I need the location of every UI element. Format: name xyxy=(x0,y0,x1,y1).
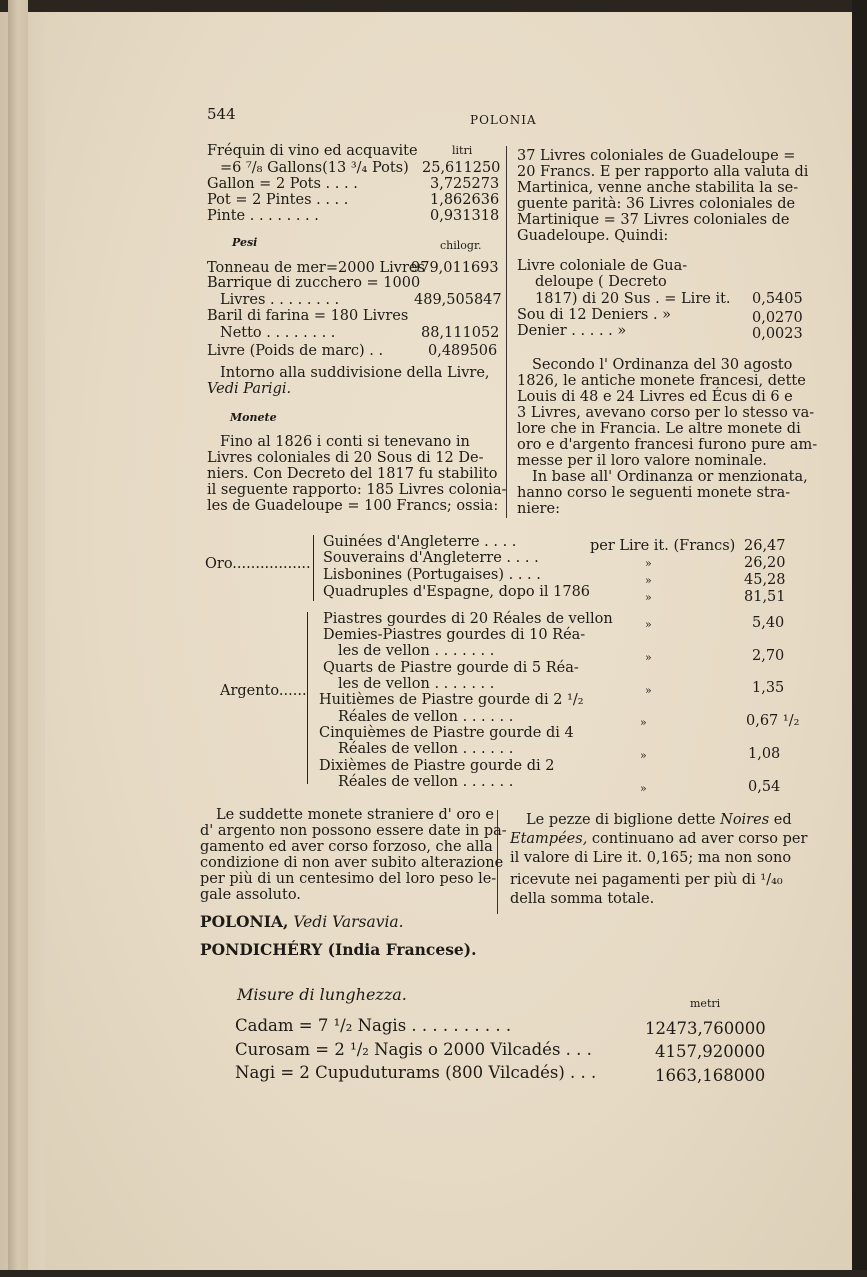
coin-name: les de vellon . . . . . . . xyxy=(338,676,495,692)
entry-polonia xyxy=(200,912,404,932)
right-line: 37 Livres coloniales de Guadeloupe = xyxy=(517,148,796,164)
coin-name: Réales de vellon . . . . . . xyxy=(338,741,514,757)
left-line: per più di un centesimo del loro peso le- xyxy=(200,871,497,887)
value: 0,489506 xyxy=(428,343,498,359)
text-run: Le pezze di biglione dette xyxy=(526,812,716,828)
ditto-mark: » xyxy=(645,574,652,587)
right-line: lore che in Francia. Le altre monete di xyxy=(517,421,801,437)
text-run: continuano ad aver corso per xyxy=(591,831,808,847)
measure-value: 1663,168000 xyxy=(655,1066,766,1085)
right-line: 1826, le antiche monete francesi, dette xyxy=(517,373,806,389)
value: 0,0270 xyxy=(752,310,803,326)
cross-reference: Vedi Parigi. xyxy=(207,381,292,397)
left-line: Livre (Poids de marc) . . xyxy=(207,343,384,359)
right-line: Denier . . . . . » xyxy=(517,323,627,339)
right-line: niere: xyxy=(517,501,560,517)
coin-name: Réales de vellon . . . . . . xyxy=(338,774,514,790)
left-line: niers. Con Decreto del 1817 fu stabilito xyxy=(207,466,498,482)
value: 979,011693 xyxy=(411,260,499,276)
brace-oro xyxy=(313,535,314,601)
coin-name: les de vellon . . . . . . . xyxy=(338,643,495,659)
right-line: il valore di Lire it. 0,165; ma non sono xyxy=(510,850,792,866)
right-line xyxy=(510,831,807,847)
left-line: Le suddette monete straniere d' oro e xyxy=(216,807,494,823)
coin-name: Huitièmes de Piastre gourde di 2 ¹/₂ xyxy=(319,692,584,708)
bottom-edge xyxy=(0,1270,867,1277)
subsection-heading: Misure di lunghezza. xyxy=(237,985,407,1004)
right-line: oro e d'argento francesi furono pure am- xyxy=(517,437,818,453)
coin-name: Lisbonines (Portugaises) . . . . xyxy=(323,567,541,583)
ditto-mark: » xyxy=(640,749,647,762)
right-line: Martinique = 37 Livres coloniales de xyxy=(517,212,790,228)
right-line: hanno corso le seguenti monete stra- xyxy=(517,485,791,501)
right-line: Sou di 12 Deniers . » xyxy=(517,307,672,323)
left-line: gale assoluto. xyxy=(200,887,301,903)
measure-row: Nagi = 2 Cupuduturams (800 Vilcadés) . . . xyxy=(235,1063,597,1082)
value: 0,0023 xyxy=(752,326,803,342)
cross-reference: Vedi Varsavia. xyxy=(293,913,404,931)
right-edge xyxy=(852,0,867,1277)
right-line: In base all' Ordinanza or menzionata, xyxy=(532,469,808,485)
coin-name: Guinées d'Angleterre . . . . xyxy=(323,534,517,550)
right-line: Secondo l' Ordinanza del 30 agosto xyxy=(532,357,793,373)
coin-value: 0,54 xyxy=(748,779,781,795)
section-heading-monete: Monete xyxy=(230,411,277,424)
page-number: 544 xyxy=(207,105,236,123)
left-line: les de Guadeloupe = 100 Francs; ossia: xyxy=(207,498,499,514)
coin-value: 5,40 xyxy=(752,615,785,631)
left-line: =6 ⁷/₈ Gallons(13 ³/₄ Pots) xyxy=(220,160,409,176)
right-line: Guadeloupe. Quindi: xyxy=(517,228,669,244)
ditto-mark: » xyxy=(640,716,647,729)
coin-value: 1,08 xyxy=(748,746,781,762)
left-line: Intorno alla suddivisione della Livre, xyxy=(220,365,490,381)
coin-value: 26,20 xyxy=(744,555,786,571)
coin-name: Souverains d'Angleterre . . . . xyxy=(323,550,539,566)
coin-name: Piastres gourdes di 20 Réales de vellon xyxy=(323,611,613,627)
ditto-mark: » xyxy=(640,782,647,795)
left-line: Livres . . . . . . . . xyxy=(220,292,340,308)
unit-label: metri xyxy=(690,997,721,1010)
left-line: Fino al 1826 i conti si tenevano in xyxy=(220,434,470,450)
coin-name: Quadruples d'Espagne, dopo il 1786 xyxy=(323,584,591,600)
left-line: Barrique di zucchero = 1000 xyxy=(207,275,421,291)
ditto-mark: » xyxy=(645,684,652,697)
ditto-mark: » xyxy=(645,651,652,664)
coin-name: Demies-Piastres gourdes di 10 Réa- xyxy=(323,627,586,643)
value: 0,931318 xyxy=(430,208,500,224)
ditto-mark: » xyxy=(645,557,652,570)
section-heading-pesi: Pesi xyxy=(232,236,258,249)
right-line: guente parità: 36 Livres coloniales de xyxy=(517,196,796,212)
right-line: messe per il loro valore nominale. xyxy=(517,453,767,469)
left-line: d' argento non possono essere date in pa- xyxy=(200,823,507,839)
term-noires: Noires xyxy=(720,812,770,828)
running-title: POLONIA xyxy=(470,113,537,127)
top-edge xyxy=(0,0,867,12)
value: 489,505847 xyxy=(414,292,502,308)
value: 3,725273 xyxy=(430,176,500,192)
group-label-argento: Argento...... xyxy=(220,683,307,699)
entry-title-pondichery: PONDICHÉRY (India Francese). xyxy=(200,940,477,959)
right-line: Louis di 48 e 24 Livres ed Écus di 6 e xyxy=(517,389,793,405)
unit-header: per Lire it. (Francs) xyxy=(590,538,736,554)
value: 88,111052 xyxy=(421,325,500,341)
binding-spine xyxy=(8,0,28,1277)
left-line: Netto . . . . . . . . xyxy=(220,325,336,341)
measure-row: Curosam = 2 ¹/₂ Nagis o 2000 Vilcadés . . . xyxy=(235,1040,592,1059)
left-line: Fréquin di vino ed acquavite xyxy=(207,143,418,159)
measure-value: 4157,920000 xyxy=(655,1042,766,1061)
term-etampees: Etampées, xyxy=(510,831,588,847)
left-line: Livres coloniales di 20 Sous di 12 De- xyxy=(207,450,484,466)
right-line: 20 Francs. E per rapporto alla valuta di xyxy=(517,164,809,180)
ditto-mark: » xyxy=(645,591,652,604)
right-line xyxy=(526,812,792,828)
coin-name: Cinquièmes de Piastre gourde di 4 xyxy=(319,725,574,741)
entry-title: POLONIA, xyxy=(200,912,289,931)
left-line: Pinte . . . . . . . . xyxy=(207,208,319,224)
ditto-mark: » xyxy=(645,618,652,631)
left-line: Gallon = 2 Pots . . . . xyxy=(207,176,358,192)
left-line: il seguente rapporto: 185 Livres colonia- xyxy=(207,482,507,498)
measure-value: 12473,760000 xyxy=(645,1019,766,1038)
column-rule xyxy=(506,146,507,518)
value: 25,611250 xyxy=(422,160,501,176)
right-line: deloupe ( Decreto xyxy=(535,274,667,290)
left-line: gamento ed aver corso forzoso, che alla xyxy=(200,839,493,855)
coin-value: 81,51 xyxy=(744,589,786,605)
coin-name: Réales de vellon . . . . . . xyxy=(338,709,514,725)
right-line: ricevute nei pagamenti per più di ¹/₄₀ xyxy=(510,872,783,888)
right-line: Livre coloniale de Gua- xyxy=(517,258,688,274)
unit-label: chilogr. xyxy=(440,239,482,252)
right-line: 3 Livres, avevano corso per lo stesso va- xyxy=(517,405,815,421)
left-line: Tonneau de mer=2000 Livres xyxy=(207,260,425,276)
unit-label: litri xyxy=(452,144,473,157)
value: 1,862636 xyxy=(430,192,500,208)
coin-value: 0,67 ¹/₂ xyxy=(746,713,800,729)
right-line: della somma totale. xyxy=(510,891,655,907)
coin-value: 45,28 xyxy=(744,572,786,588)
value: 0,5405 xyxy=(752,291,803,307)
coin-value: 2,70 xyxy=(752,648,785,664)
text-run: ed xyxy=(773,812,792,828)
right-line: Martinica, venne anche stabilita la se- xyxy=(517,180,799,196)
coin-value: 1,35 xyxy=(752,680,785,696)
coin-name: Dixièmes de Piastre gourde di 2 xyxy=(319,758,555,774)
right-line: 1817) di 20 Sus . = Lire it. xyxy=(535,291,731,307)
left-line: Pot = 2 Pintes . . . . xyxy=(207,192,349,208)
left-line: condizione di non aver subito alterazione xyxy=(200,855,504,871)
brace-argento xyxy=(307,612,308,784)
measure-row: Cadam = 7 ¹/₂ Nagis . . . . . . . . . . xyxy=(235,1016,512,1035)
coin-name: Quarts de Piastre gourde di 5 Réa- xyxy=(323,660,579,676)
coin-value: 26,47 xyxy=(744,538,786,554)
left-line: Baril di farina = 180 Livres xyxy=(207,308,409,324)
group-label-oro: Oro................. xyxy=(205,556,311,572)
